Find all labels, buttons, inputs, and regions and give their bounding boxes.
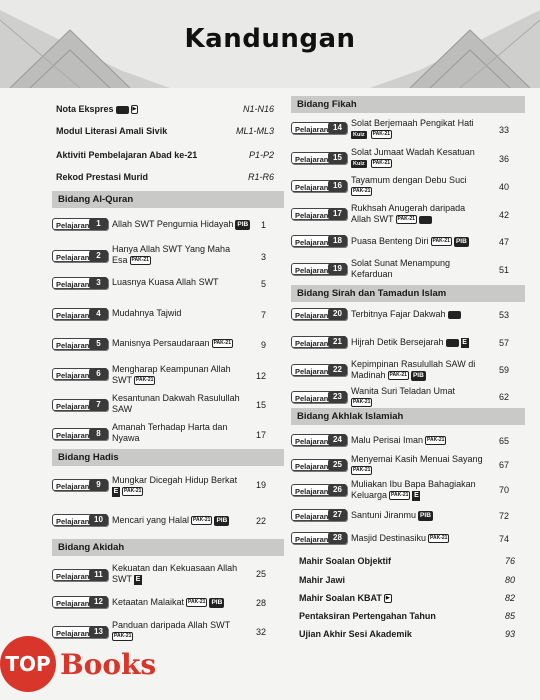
lesson-title: Wanita Suri Teladan Umat <box>351 386 456 396</box>
page-number: 19 <box>255 480 266 490</box>
lesson-row[interactable] <box>291 258 525 282</box>
lesson-tag <box>52 308 108 320</box>
lesson-tag-label: Pelajaran <box>295 437 329 446</box>
lesson-title-line2: Keluarga <box>351 490 388 500</box>
lesson-row[interactable] <box>291 118 525 142</box>
lesson-tag-label: Pelajaran <box>295 183 329 192</box>
lesson-tag-label: Pelajaran <box>295 266 329 275</box>
pak21-icon: PAK-21 <box>389 372 407 379</box>
lesson-title: Solat Berjemaah Pengikat Hati <box>351 118 474 128</box>
lesson-tag-label: Pelajaran <box>56 341 90 350</box>
pib-icon: PIB <box>420 511 431 519</box>
lesson-number: 23 <box>328 391 347 403</box>
page-number: R1-R6 <box>247 172 274 182</box>
lesson-title: Mengharap Keampunan Allah <box>112 364 231 374</box>
page-number: 80 <box>504 575 515 585</box>
lesson-row[interactable] <box>52 422 284 446</box>
pak21-icon: PAK-21 <box>391 492 409 499</box>
lesson-tag <box>291 532 347 544</box>
lesson-row[interactable] <box>52 244 284 268</box>
page-number: 25 <box>255 569 266 579</box>
section-heading <box>291 96 525 113</box>
section-heading <box>291 285 525 302</box>
section-heading-label: Bidang Akidah <box>58 542 125 553</box>
pak21-icon: PAK-21 <box>430 535 448 542</box>
lesson-row[interactable] <box>291 359 525 383</box>
lesson-number: 27 <box>328 509 347 521</box>
lesson-row[interactable] <box>52 475 284 499</box>
lesson-title: Hijrah Detik Bersejarah <box>351 337 444 347</box>
lesson-title: Tayamum dengan Debu Suci <box>351 175 467 185</box>
lesson-title: Terbitnya Fajar Dakwah <box>351 309 446 319</box>
lesson-title-line2: Nyawa <box>112 433 140 443</box>
lesson-tag-label: Pelajaran <box>56 431 90 440</box>
lesson-tag <box>52 277 108 289</box>
lesson-row[interactable] <box>52 563 284 587</box>
page-number: 85 <box>504 611 515 621</box>
lesson-number: 8 <box>89 428 108 440</box>
extra-item-label: Pentaksiran Pertengahan Tahun <box>299 611 436 621</box>
section-heading-label: Bidang Al-Quran <box>58 194 134 205</box>
pak21-icon: PAK-21 <box>353 399 371 406</box>
pak21-icon: PAK-21 <box>188 599 206 606</box>
lesson-number: 6 <box>89 368 108 380</box>
ebook-icon: E <box>414 491 419 499</box>
lesson-tag-label: Pelajaran <box>56 482 90 491</box>
lesson-tag <box>52 596 108 608</box>
lesson-title: Mudahnya Tajwid <box>112 308 182 318</box>
lesson-row[interactable] <box>52 514 284 528</box>
lesson-row[interactable] <box>52 277 284 291</box>
lesson-number: 9 <box>89 479 108 491</box>
lesson-title: Santuni Jiranmu <box>351 510 417 520</box>
lesson-tag <box>291 308 347 320</box>
lesson-tag-label: Pelajaran <box>295 339 329 348</box>
lesson-title-line2: SWT <box>112 375 132 385</box>
kuiz-icon: Kuiz <box>353 160 365 167</box>
pak21-icon: PAK-21 <box>427 437 445 444</box>
lesson-row[interactable] <box>291 434 525 448</box>
lesson-title: Luasnya Kuasa Allah SWT <box>112 277 219 287</box>
lesson-title: Amanah Terhadap Harta dan <box>112 422 228 432</box>
lesson-title: Mencari yang Halal <box>112 515 190 525</box>
lesson-tag-label: Pelajaran <box>56 253 90 262</box>
pak21-icon: PAK-21 <box>114 633 132 640</box>
lesson-number: 24 <box>328 434 347 446</box>
lesson-tag-label: Pelajaran <box>56 402 90 411</box>
lesson-title: Solat Jumaat Wadah Kesatuan <box>351 147 475 157</box>
lesson-tag-label: Pelajaran <box>295 487 329 496</box>
lesson-tag-label: Pelajaran <box>56 311 90 320</box>
lesson-tag-label: Pelajaran <box>56 629 90 638</box>
pib-icon: PIB <box>455 237 467 245</box>
lesson-tag-label: Pelajaran <box>56 517 90 526</box>
lesson-row[interactable] <box>291 175 525 199</box>
lesson-tag <box>291 180 347 192</box>
lesson-tag <box>291 434 347 446</box>
page-number: 70 <box>498 485 509 495</box>
lesson-tag <box>291 484 347 496</box>
page-number: N1-N16 <box>242 104 274 114</box>
video-tutorial-icon: ▶ <box>132 106 137 113</box>
lesson-tag <box>291 336 347 348</box>
page-number: 40 <box>498 182 509 192</box>
lesson-row[interactable] <box>291 147 525 171</box>
lesson-tag <box>291 459 347 471</box>
lesson-tag-label: Pelajaran <box>295 462 329 471</box>
page-number: 82 <box>504 593 515 603</box>
lesson-row[interactable] <box>291 386 525 410</box>
lesson-number: 1 <box>89 218 108 230</box>
lesson-tag-label: Pelajaran <box>56 599 90 608</box>
front-item-label: Aktiviti Pembelajaran Abad ke-21 <box>56 150 198 160</box>
lesson-row[interactable] <box>291 308 525 322</box>
lesson-number: 22 <box>328 364 347 376</box>
page-number: 1 <box>260 220 266 230</box>
video-icon <box>446 339 459 347</box>
lesson-title-line2: Esa <box>112 255 128 265</box>
lesson-title: Ketaatan Malaikat <box>112 597 185 607</box>
lesson-tag-label: Pelajaran <box>295 367 329 376</box>
pak21-icon: PAK-21 <box>353 467 371 474</box>
front-item-label: Rekod Prestasi Murid <box>56 172 149 182</box>
page-number: 62 <box>498 392 509 402</box>
lesson-title: Manisnya Persaudaraan <box>112 338 210 348</box>
pak21-icon: PAK-21 <box>131 257 149 264</box>
lesson-number: 17 <box>328 208 347 220</box>
page-number: 67 <box>498 460 509 470</box>
page-number: 74 <box>498 534 509 544</box>
pib-icon: PIB <box>216 516 228 524</box>
lesson-tag <box>291 152 347 164</box>
page-number: 12 <box>255 371 266 381</box>
lesson-number: 14 <box>328 122 347 134</box>
lesson-title: Kesantunan Dakwah Rasulullah <box>112 393 240 403</box>
lesson-row[interactable] <box>52 596 284 610</box>
lesson-tag <box>291 122 347 134</box>
lesson-number: 2 <box>89 250 108 262</box>
lesson-number: 10 <box>89 514 108 526</box>
section-heading <box>291 408 525 425</box>
lesson-number: 12 <box>89 596 108 608</box>
lesson-title: Rukhsah Anugerah daripada <box>351 203 466 213</box>
lesson-tag <box>52 514 108 526</box>
lesson-tag-label: Pelajaran <box>56 371 90 380</box>
extra-item-label: Mahir Soalan KBAT <box>299 593 382 603</box>
pak21-icon: PAK-21 <box>124 488 142 495</box>
pib-icon: PIB <box>412 371 424 379</box>
lesson-tag <box>52 428 108 440</box>
lesson-tag <box>52 250 108 262</box>
lesson-number: 16 <box>328 180 347 192</box>
lesson-row[interactable] <box>291 532 525 546</box>
lesson-row[interactable] <box>291 454 525 478</box>
lesson-tag-label: Pelajaran <box>56 280 90 289</box>
lesson-row[interactable] <box>52 308 284 322</box>
lesson-number: 21 <box>328 336 347 348</box>
lesson-tag <box>291 509 347 521</box>
lesson-tag-label: Pelajaran <box>295 125 329 134</box>
lesson-tag <box>52 569 108 581</box>
page-number: 36 <box>498 154 509 164</box>
section-heading <box>52 449 284 466</box>
lesson-tag <box>291 208 347 220</box>
lesson-number: 28 <box>328 532 347 544</box>
lesson-number: 3 <box>89 277 108 289</box>
lesson-tag-label: Pelajaran <box>295 155 329 164</box>
lesson-number: 7 <box>89 399 108 411</box>
section-heading <box>52 191 284 208</box>
header-banner <box>0 0 540 88</box>
pak21-icon: PAK-21 <box>193 517 211 524</box>
page-number: 15 <box>255 400 266 410</box>
lesson-number: 25 <box>328 459 347 471</box>
lesson-tag-label: Pelajaran <box>295 311 329 320</box>
lesson-tag-label: Pelajaran <box>56 572 90 581</box>
logo-top-text: TOP <box>5 652 51 676</box>
lesson-row[interactable] <box>52 364 284 388</box>
page-number: 3 <box>260 252 266 262</box>
lesson-title: Allah SWT Pengurnia Hidayah <box>112 219 234 229</box>
lesson-title-line2: Kefarduan <box>351 269 393 279</box>
lesson-tag <box>291 235 347 247</box>
page-number: 33 <box>498 125 509 135</box>
page-number: 22 <box>255 516 266 526</box>
pak21-icon: PAK-21 <box>136 377 154 384</box>
lesson-row[interactable] <box>291 336 525 350</box>
lesson-title-line2: Allah SWT <box>351 214 394 224</box>
lesson-tag <box>52 479 108 491</box>
page-number: 42 <box>498 210 509 220</box>
lesson-title: Kepimpinan Rasulullah SAW di <box>351 359 476 369</box>
lesson-title-line2: Madinah <box>351 370 386 380</box>
logo-books-text: Books <box>60 648 157 681</box>
lesson-row[interactable] <box>291 235 525 249</box>
lesson-number: 19 <box>328 263 347 275</box>
lesson-row[interactable] <box>291 479 525 503</box>
lesson-tag-label: Pelajaran <box>295 512 329 521</box>
pak21-icon: PAK-21 <box>213 340 231 347</box>
lesson-title: Muliakan Ibu Bapa Bahagiakan <box>351 479 476 489</box>
video-icon <box>419 216 432 224</box>
lesson-number: 18 <box>328 235 347 247</box>
page-number: 57 <box>498 338 509 348</box>
lesson-tag-label: Pelajaran <box>295 238 329 247</box>
page-number: 65 <box>498 436 509 446</box>
lesson-title: Mungkar Dicegah Hidup Berkat <box>112 475 238 485</box>
lesson-number: 26 <box>328 484 347 496</box>
page-number: 7 <box>260 310 266 320</box>
lesson-row[interactable] <box>52 393 284 417</box>
page-number: 5 <box>260 279 266 289</box>
page-number: 47 <box>498 237 509 247</box>
lesson-tag <box>291 364 347 376</box>
page-title: Kandungan <box>184 24 356 54</box>
front-item-label: Nota Ekspres <box>56 104 114 114</box>
lesson-number: 15 <box>328 152 347 164</box>
lesson-row[interactable] <box>52 338 284 352</box>
lesson-tag-label: Pelajaran <box>56 221 90 230</box>
pak21-icon: PAK-21 <box>353 188 371 195</box>
front-item-label: Modul Literasi Amali Sivik <box>56 126 168 136</box>
lesson-row[interactable] <box>52 218 284 232</box>
lesson-number: 4 <box>89 308 108 320</box>
extra-item-label: Mahir Soalan Objektif <box>299 556 392 566</box>
lesson-tag <box>52 368 108 380</box>
section-heading <box>52 539 284 556</box>
lesson-title-line2: SWT <box>112 574 132 584</box>
page-number: 51 <box>498 265 509 275</box>
section-heading-label: Bidang Akhlak Islamiah <box>297 411 404 422</box>
ebook-icon: E <box>462 338 467 346</box>
page-number: 76 <box>504 556 515 566</box>
lesson-row[interactable] <box>291 509 525 523</box>
video-icon <box>448 311 461 319</box>
pib-icon: PIB <box>237 220 249 228</box>
lesson-number: 20 <box>328 308 347 320</box>
section-heading-label: Bidang Fikah <box>297 99 357 110</box>
lesson-title: Menyemai Kasih Menuai Sayang <box>351 454 483 464</box>
lesson-tag <box>291 391 347 403</box>
lesson-title: Malu Perisai Iman <box>351 435 424 445</box>
kuiz-icon: Kuiz <box>353 131 365 138</box>
pak21-icon: PAK-21 <box>432 238 450 245</box>
lesson-title-line2: SAW <box>112 404 133 414</box>
lesson-tag-label: Pelajaran <box>295 394 329 403</box>
pib-icon: PIB <box>211 598 223 606</box>
ebook-icon: E <box>113 487 119 495</box>
extra-item-label: Ujian Akhir Sesi Akademik <box>299 629 412 639</box>
page-number: P1-P2 <box>248 150 274 160</box>
page-number: ML1-ML3 <box>235 126 274 136</box>
lesson-title: Kekuatan dan Kekuasaan Allah <box>112 563 238 573</box>
lesson-tag <box>52 338 108 350</box>
lesson-title: Panduan daripada Allah SWT <box>112 620 231 630</box>
pak21-icon: PAK-21 <box>372 160 391 167</box>
page-number: 93 <box>504 629 515 639</box>
page-number: 17 <box>255 430 266 440</box>
video-tutorial-icon: ▶ <box>385 595 390 602</box>
lesson-title: Hanya Allah SWT Yang Maha <box>112 244 231 254</box>
topbooks-logo <box>0 628 184 700</box>
pak21-icon: PAK-21 <box>372 131 391 138</box>
pak21-icon: PAK-21 <box>397 216 415 223</box>
lesson-tag <box>52 218 108 230</box>
lesson-row[interactable] <box>291 203 525 227</box>
page-number: 9 <box>260 340 266 350</box>
page-number: 53 <box>498 310 509 320</box>
page-number: 72 <box>498 511 509 521</box>
lesson-title: Puasa Benteng Diri <box>351 236 429 246</box>
page-number: 32 <box>255 627 266 637</box>
page-number: 59 <box>498 365 509 375</box>
video-icon <box>116 106 129 114</box>
lesson-title: Solat Sunat Menampung <box>351 258 451 268</box>
lesson-tag-label: Pelajaran <box>295 211 329 220</box>
lesson-number: 5 <box>89 338 108 350</box>
lesson-tag-label: Pelajaran <box>295 535 329 544</box>
section-heading-label: Bidang Hadis <box>58 452 119 463</box>
ebook-icon: E <box>135 575 141 583</box>
section-heading-label: Bidang Sirah dan Tamadun Islam <box>297 288 447 299</box>
lesson-tag <box>291 263 347 275</box>
lesson-number: 13 <box>89 626 108 638</box>
lesson-number: 11 <box>89 569 108 581</box>
extra-item-label: Mahir Jawi <box>299 575 346 585</box>
lesson-title: Masjid Destinasiku <box>351 533 427 543</box>
page-number: 28 <box>255 598 266 608</box>
lesson-tag <box>52 399 108 411</box>
